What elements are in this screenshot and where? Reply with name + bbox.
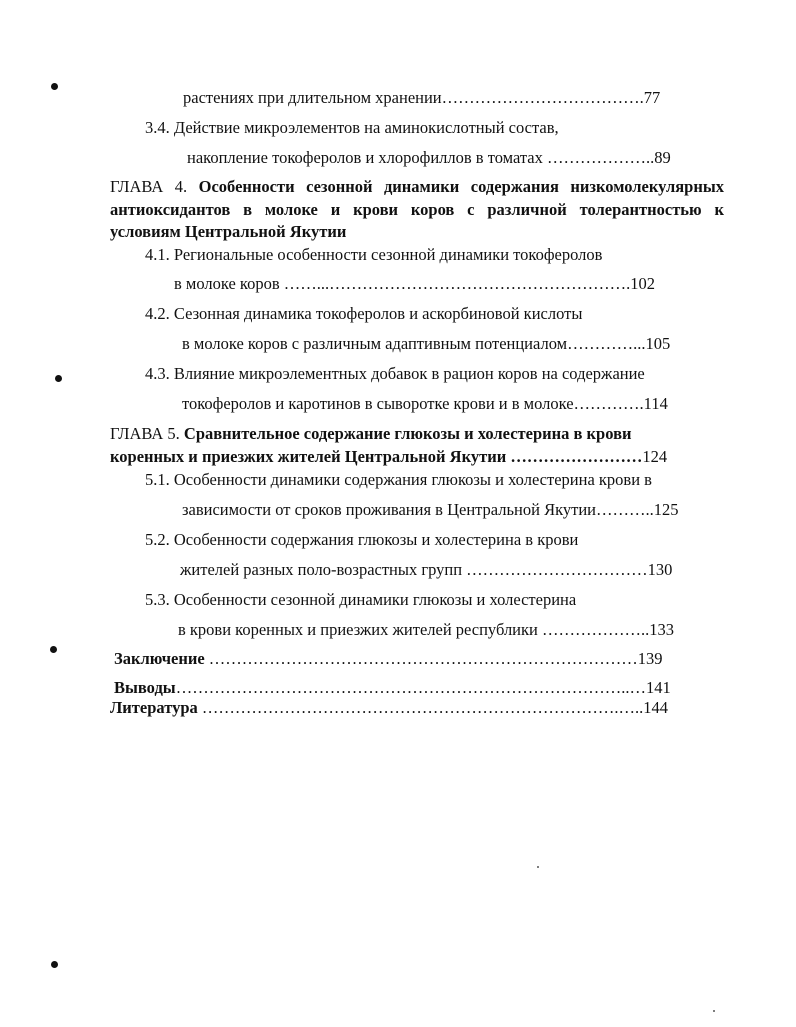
toc-entry: накопление токоферолов и хлорофиллов в томатах ………………..89 xyxy=(187,148,671,167)
scan-speck xyxy=(537,866,539,868)
binding-hole-mark xyxy=(50,646,57,653)
toc-entry: растениях при длительном хранении……………………………….77 xyxy=(183,88,661,107)
conclusion-label: Заключение xyxy=(114,649,205,668)
conclusions-entry xyxy=(114,678,671,698)
toc-entry: 3.4. Действие микроэлементов на аминокислотный состав, xyxy=(145,118,559,137)
toc-entry: 5.2. Особенности содержания глюкозы и холестерина в крови xyxy=(145,530,579,549)
conclusions-leader: ………………………………………………………………………..…141 xyxy=(175,678,671,697)
chapter-4-title-line-3: условиям Центральной Якутии xyxy=(110,222,347,241)
toc-entry: 5.3. Особенности сезонной динамики глюкозы и холестерина xyxy=(145,590,577,609)
toc-entry: в молоке коров с различным адаптивным потенциалом…………...105 xyxy=(182,334,671,353)
toc-entry: 4.1. Региональные особенности сезонной динамики токоферолов xyxy=(145,245,603,264)
literature-entry xyxy=(110,698,668,718)
conclusions-label: Выводы xyxy=(114,678,176,697)
toc-entry: в крови коренных и приезжих жителей республики ………………..133 xyxy=(178,620,674,639)
binding-hole-mark xyxy=(55,375,62,382)
conclusion-entry xyxy=(114,649,663,669)
chapter-4-prefix: ГЛАВА 4. xyxy=(110,177,199,196)
chapter-5-title-line-2-wrap xyxy=(110,447,667,467)
scan-speck xyxy=(713,1010,715,1012)
literature-label: Литература xyxy=(110,698,198,717)
chapter-4-title-line-2: антиоксидантов в молоке и крови коров с различной толерантностью к xyxy=(110,200,724,219)
toc-entry: 5.1. Особенности динамики содержания глюкозы и холестерина крови в xyxy=(145,470,652,489)
chapter-5-page: 124 xyxy=(642,447,668,466)
toc-entry: 4.3. Влияние микроэлементных добавок в рацион коров на содержание xyxy=(145,364,645,383)
toc-entry: 4.2. Сезонная динамика токоферолов и аскорбиновой кислоты xyxy=(145,304,583,323)
toc-entry: токоферолов и каротинов в сыворотке крови и в молоке………….114 xyxy=(182,394,668,413)
chapter-5-heading xyxy=(110,424,631,444)
chapter-4-title-line-1: Особенности сезонной динамики содержания низкомолекулярных xyxy=(198,177,724,196)
chapter-5-title-line-1: Сравнительное содержание глюкозы и холестерина в крови xyxy=(183,424,632,443)
chapter-5-prefix: ГЛАВА 5. xyxy=(110,424,184,443)
literature-leader: ………………………………………………………………….…..144 xyxy=(197,698,669,717)
toc-entry: зависимости от сроков проживания в Центральной Якутии………..125 xyxy=(182,500,679,519)
toc-entry: жителей разных поло-возрастных групп ……………………………130 xyxy=(180,560,673,579)
toc-entry: в молоке коров ……...……………………………………………….102 xyxy=(174,274,656,293)
binding-hole-mark xyxy=(51,961,58,968)
chapter-4-heading xyxy=(110,177,724,197)
conclusion-leader: ……………………………………………………………………139 xyxy=(204,649,663,668)
binding-hole-mark xyxy=(51,83,58,90)
chapter-5-title-line-2: коренных и приезжих жителей Центральной Якутии …………………… xyxy=(110,447,643,466)
